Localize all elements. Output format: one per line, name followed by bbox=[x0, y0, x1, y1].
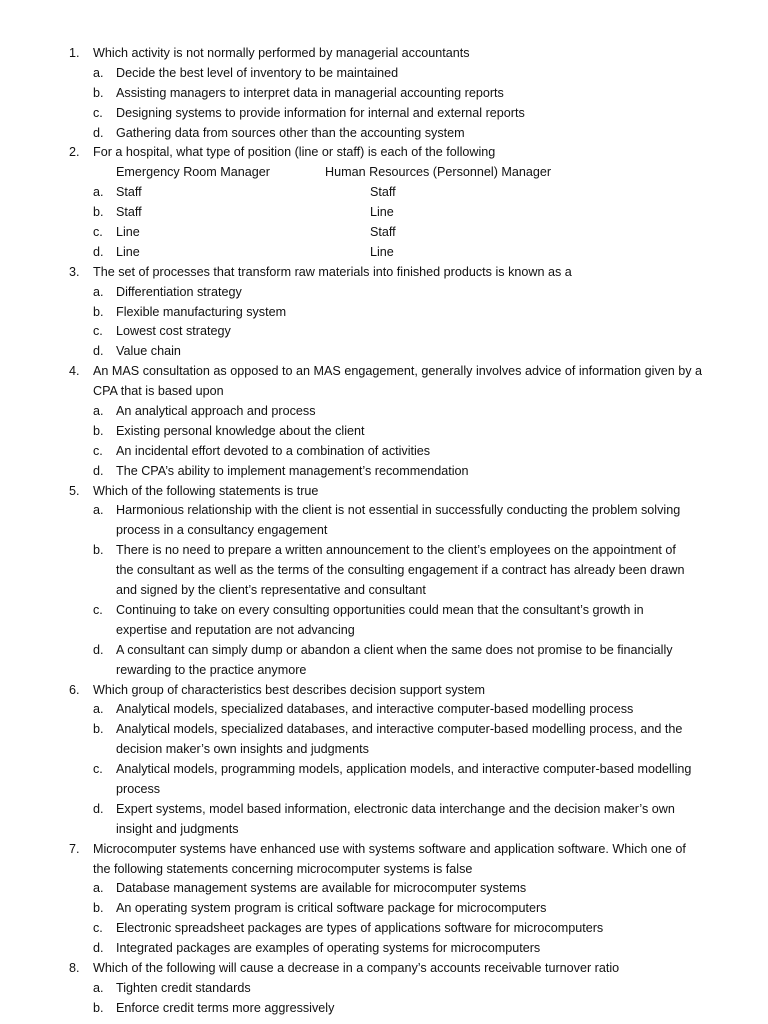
question-text-continued bbox=[0, 382, 768, 402]
option bbox=[0, 939, 768, 959]
option-letter: b. bbox=[93, 722, 104, 737]
option-text: Value chain bbox=[116, 344, 181, 359]
question-number: 4. bbox=[69, 364, 80, 379]
option bbox=[0, 442, 768, 462]
option-text: Analytical models, specialized databases, and interactive computer-based modelling process bbox=[116, 702, 634, 717]
option-letter: a. bbox=[93, 881, 104, 896]
option bbox=[0, 919, 768, 939]
option-text: Tighten credit standards bbox=[116, 980, 251, 995]
option-letter: d. bbox=[93, 801, 104, 816]
option-continued bbox=[0, 561, 768, 581]
question-2 bbox=[0, 143, 768, 163]
option-text: process bbox=[116, 781, 161, 796]
option-text: An analytical approach and process bbox=[116, 404, 316, 419]
option bbox=[0, 243, 768, 263]
option-letter: b. bbox=[93, 304, 104, 319]
option-text: Analytical models, specialized databases, and interactive computer-based modelling process, and the bbox=[116, 722, 683, 737]
option-letter: a. bbox=[93, 65, 104, 80]
question-1 bbox=[0, 44, 768, 64]
option-letter: b. bbox=[93, 85, 104, 100]
option-text: An operating system program is critical software package for microcomputers bbox=[116, 901, 547, 916]
option-text: Enforce credit terms more aggressively bbox=[116, 1000, 335, 1015]
option bbox=[0, 800, 768, 820]
option-text: Flexible manufacturing system bbox=[116, 304, 287, 319]
question-number: 8. bbox=[69, 960, 80, 975]
option-text: An incidental effort devoted to a combination of activities bbox=[116, 443, 431, 458]
option-text: Assisting managers to interpret data in managerial accounting reports bbox=[116, 85, 504, 100]
option-text: insight and judgments bbox=[116, 821, 239, 836]
question-number: 7. bbox=[69, 841, 80, 856]
option-letter: c. bbox=[93, 324, 103, 339]
option-letter: b. bbox=[93, 423, 104, 438]
question-text: The set of processes that transform raw materials into finished products is known as a bbox=[93, 264, 572, 279]
option bbox=[0, 124, 768, 144]
option-text: Harmonious relationship with the client is not essential in successfully conducting the problem solving bbox=[116, 503, 681, 518]
option-letter: d. bbox=[93, 941, 104, 956]
question-text: An MAS consultation as opposed to an MAS engagement, generally involves advice of information given by a bbox=[93, 364, 703, 379]
option-continued bbox=[0, 661, 768, 681]
option-text: Electronic spreadsheet packages are types of applications software for microcomputers bbox=[116, 921, 604, 936]
option-letter: a. bbox=[93, 284, 104, 299]
question-text: the following statements concerning microcomputer systems is false bbox=[93, 861, 473, 876]
option-text: Decide the best level of inventory to be maintained bbox=[116, 65, 399, 80]
option-text: A consultant can simply dump or abandon a client when the same does not promise to be financially bbox=[116, 642, 673, 657]
question-5 bbox=[0, 482, 768, 502]
option bbox=[0, 283, 768, 303]
option-text: rewarding to the practice anymore bbox=[116, 662, 307, 677]
option-letter: d. bbox=[93, 642, 104, 657]
question-text: Which group of characteristics best describes decision support system bbox=[93, 682, 485, 697]
option-letter: d. bbox=[93, 125, 104, 140]
document-page bbox=[0, 44, 768, 1019]
option-letter: b. bbox=[93, 901, 104, 916]
question-number: 1. bbox=[69, 46, 80, 60]
option bbox=[0, 342, 768, 362]
option bbox=[0, 601, 768, 621]
option bbox=[0, 84, 768, 104]
option-continued bbox=[0, 740, 768, 760]
option-letter: b. bbox=[93, 543, 104, 558]
option-text: Lowest cost strategy bbox=[116, 324, 231, 339]
option-continued bbox=[0, 521, 768, 541]
option bbox=[0, 462, 768, 482]
column-header: Emergency Room Manager bbox=[116, 165, 270, 180]
option-letter: c. bbox=[93, 602, 103, 617]
option-col1: Line bbox=[116, 225, 140, 240]
option bbox=[0, 183, 768, 203]
option-text: Gathering data from sources other than the accounting system bbox=[116, 125, 465, 140]
question-4 bbox=[0, 362, 768, 382]
option-text: There is no need to prepare a written announcement to the client’s employees on the appointment of bbox=[116, 543, 676, 558]
option-continued bbox=[0, 780, 768, 800]
option bbox=[0, 64, 768, 84]
option-text: Analytical models, programming models, application models, and interactive computer-based modelling bbox=[116, 762, 692, 777]
question-number: 6. bbox=[69, 682, 80, 697]
option-text: the consultant as well as the terms of the consulting engagement if a contract has already been drawn bbox=[116, 563, 685, 578]
option-text: Designing systems to provide information for internal and external reports bbox=[116, 105, 525, 120]
question-text: CPA that is based upon bbox=[93, 384, 224, 399]
option bbox=[0, 720, 768, 740]
option-text: The CPA’s ability to implement management’s recommendation bbox=[116, 463, 469, 478]
option bbox=[0, 641, 768, 661]
option-letter: b. bbox=[93, 205, 104, 220]
option bbox=[0, 879, 768, 899]
option-letter: b. bbox=[93, 1000, 104, 1015]
option-continued bbox=[0, 581, 768, 601]
option-letter: c. bbox=[93, 921, 103, 936]
option bbox=[0, 700, 768, 720]
question-text: Microcomputer systems have enhanced use with systems software and application software. Which one of bbox=[93, 841, 686, 856]
option-letter: d. bbox=[93, 244, 104, 259]
option-text: Continuing to take on every consulting opportunities could mean that the consultant’s growth in bbox=[116, 602, 644, 617]
option bbox=[0, 104, 768, 124]
option-col2: Staff bbox=[370, 185, 396, 200]
question-8 bbox=[0, 959, 768, 979]
option-letter: c. bbox=[93, 762, 103, 777]
option-letter: d. bbox=[93, 463, 104, 478]
column-headers bbox=[0, 163, 768, 183]
question-number: 5. bbox=[69, 483, 80, 498]
question-text: Which activity is not normally performed by managerial accountants bbox=[93, 46, 470, 60]
question-number: 3. bbox=[69, 264, 80, 279]
option-letter: a. bbox=[93, 185, 104, 200]
option-text: process in a consultancy engagement bbox=[116, 523, 328, 538]
option bbox=[0, 203, 768, 223]
option-text: Expert systems, model based information, electronic data interchange and the decision maker’s own bbox=[116, 801, 675, 816]
option-col2: Staff bbox=[370, 225, 396, 240]
option-letter: c. bbox=[93, 105, 103, 120]
option-col2: Line bbox=[370, 205, 394, 220]
option-letter: a. bbox=[93, 404, 104, 419]
question-6 bbox=[0, 681, 768, 701]
option-text: Differentiation strategy bbox=[116, 284, 242, 299]
question-text-continued bbox=[0, 860, 768, 880]
option-col2: Line bbox=[370, 244, 394, 259]
option-letter: c. bbox=[93, 443, 103, 458]
option-text: Integrated packages are examples of operating systems for microcomputers bbox=[116, 941, 541, 956]
option bbox=[0, 422, 768, 442]
question-text: Which of the following statements is true bbox=[93, 483, 319, 498]
option-col1: Line bbox=[116, 244, 140, 259]
option-col1: Staff bbox=[116, 185, 142, 200]
option bbox=[0, 322, 768, 342]
question-number: 2. bbox=[69, 145, 80, 160]
question-7 bbox=[0, 840, 768, 860]
option bbox=[0, 760, 768, 780]
option-text: Existing personal knowledge about the client bbox=[116, 423, 365, 438]
question-text: Which of the following will cause a decrease in a company’s accounts receivable turnover ratio bbox=[93, 960, 620, 975]
option bbox=[0, 303, 768, 323]
option bbox=[0, 223, 768, 243]
column-header: Human Resources (Personnel) Manager bbox=[325, 165, 552, 180]
option bbox=[0, 541, 768, 561]
option-text: and signed by the client’s representative and consultant bbox=[116, 583, 426, 598]
question-3 bbox=[0, 263, 768, 283]
option-letter: a. bbox=[93, 980, 104, 995]
option-continued bbox=[0, 820, 768, 840]
option-text: expertise and reputation are not advancing bbox=[116, 622, 355, 637]
option-continued bbox=[0, 621, 768, 641]
option-letter: c. bbox=[93, 225, 103, 240]
option bbox=[0, 899, 768, 919]
option-text: Database management systems are available for microcomputer systems bbox=[116, 881, 527, 896]
question-text: For a hospital, what type of position (line or staff) is each of the following bbox=[93, 145, 496, 160]
option-letter: a. bbox=[93, 702, 104, 717]
option-letter: d. bbox=[93, 344, 104, 359]
option-letter: a. bbox=[93, 503, 104, 518]
option-text: decision maker’s own insights and judgments bbox=[116, 742, 369, 757]
option bbox=[0, 501, 768, 521]
option-col1: Staff bbox=[116, 205, 142, 220]
option bbox=[0, 999, 768, 1019]
option bbox=[0, 402, 768, 422]
option bbox=[0, 979, 768, 999]
